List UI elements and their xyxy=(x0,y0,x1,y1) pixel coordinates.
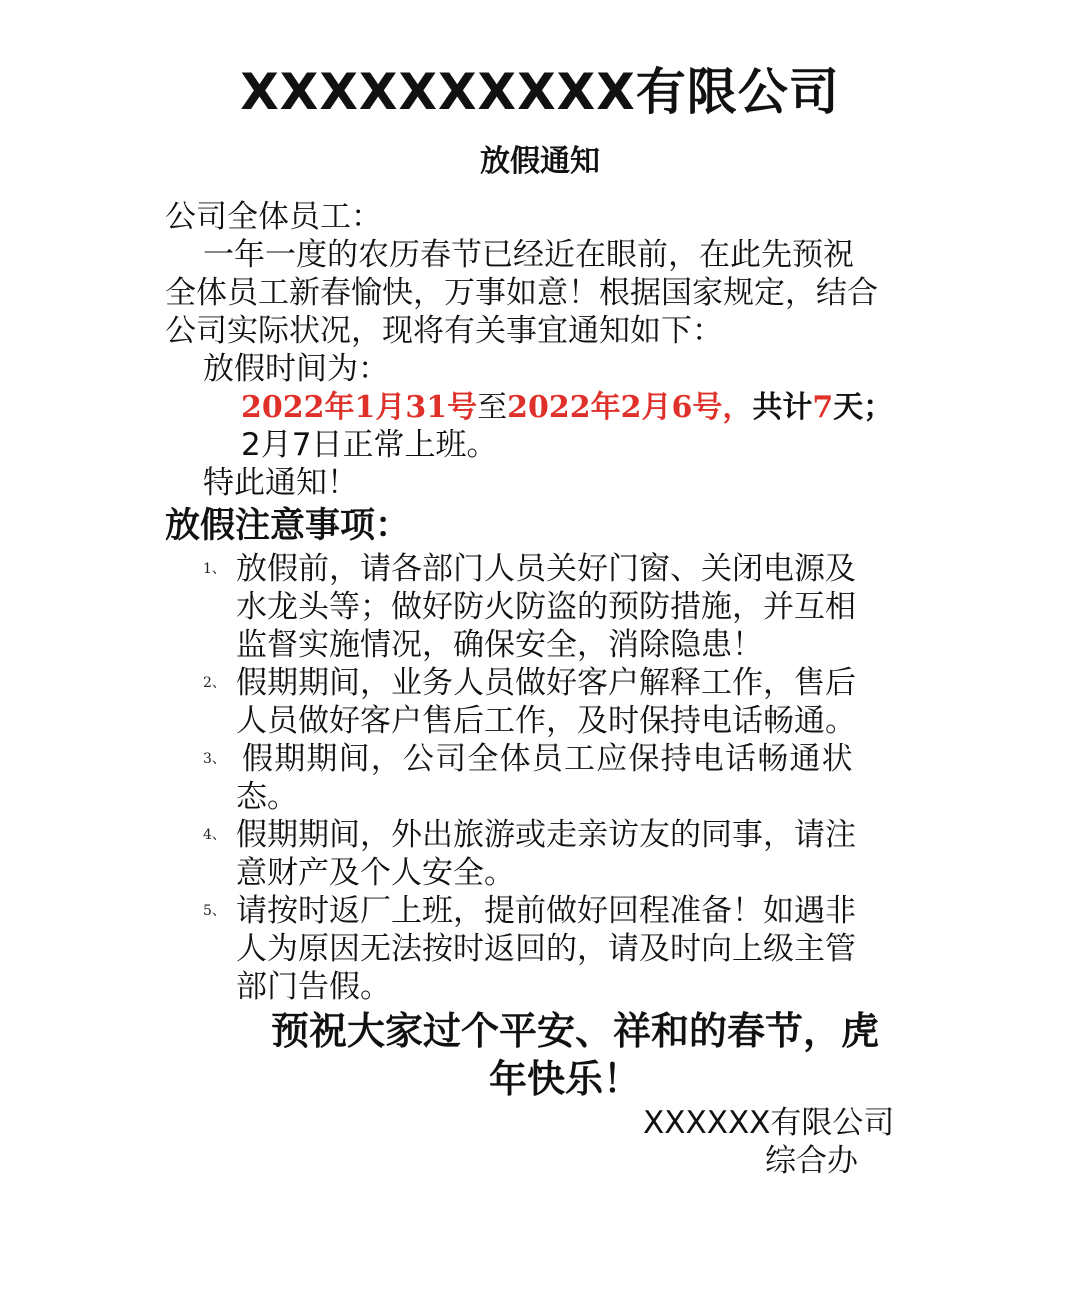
company-title: XXXXXXXXXX有限公司 xyxy=(240,63,840,121)
end-date: 2022年2月6号， xyxy=(507,390,753,425)
total-suffix: 天； xyxy=(833,390,894,425)
list-item-line: 部门告假。 xyxy=(236,969,391,1005)
notice-title: 放假通知 xyxy=(480,144,600,179)
signature-department: 综合办 xyxy=(765,1143,858,1179)
list-item-line: 假期期间，外出旅游或走亲访友的同事，请注 xyxy=(236,817,856,853)
list-item-number: 5、 xyxy=(203,903,226,919)
total-prefix: 共计 xyxy=(752,390,813,425)
list-item-line: 意财产及个人安全。 xyxy=(236,855,515,891)
list-item-number: 2、 xyxy=(203,675,226,691)
list-item-line: 监督实施情况，确保安全，消除隐患！ xyxy=(236,627,763,663)
date-connector: 至 xyxy=(477,390,508,425)
list-item-line: 假期期间，业务人员做好客户解释工作，售后 xyxy=(236,665,856,701)
intro-line: 全体员工新春愉快，万事如意！根据国家规定，结合 xyxy=(165,275,878,311)
list-item-line: 水龙头等；做好防火防盗的预防措施，并互相 xyxy=(236,589,856,625)
start-date: 2022年1月31号 xyxy=(241,390,478,425)
wish-line: 预祝大家过个平安、祥和的春节，虎 xyxy=(270,1009,879,1053)
list-item-line: 态。 xyxy=(236,779,298,815)
intro-line: 一年一度的农历春节已经近在眼前，在此先预祝 xyxy=(203,237,854,273)
list-item-number: 4、 xyxy=(203,827,226,843)
greeting: 公司全体员工： xyxy=(165,199,382,235)
precautions-title: 放假注意事项： xyxy=(165,506,411,546)
work-resume: 2月7日正常上班。 xyxy=(241,427,498,463)
list-item-line: 假期期间，公司全体员工应保持电话畅通状 xyxy=(242,741,854,777)
intro-line: 公司实际状况，现将有关事宜通知如下： xyxy=(165,313,723,349)
total-days: 7 xyxy=(812,390,834,425)
closing-note: 特此通知！ xyxy=(203,465,358,501)
list-item-line: 放假前，请各部门人员关好门窗、关闭电源及 xyxy=(236,551,856,587)
wish-line: 年快乐！ xyxy=(488,1057,641,1101)
list-item-number: 3、 xyxy=(203,751,226,767)
holiday-time-label: 放假时间为： xyxy=(203,351,389,387)
signature-company: XXXXXX有限公司 xyxy=(643,1105,895,1141)
holiday-dates xyxy=(241,388,893,428)
list-item-line: 人员做好客户售后工作，及时保持电话畅通。 xyxy=(236,703,856,739)
list-item-number: 1、 xyxy=(203,561,226,577)
list-item-line: 请按时返厂上班，提前做好回程准备！如遇非 xyxy=(236,893,856,929)
list-item-line: 人为原因无法按时返回的，请及时向上级主管 xyxy=(236,931,856,967)
